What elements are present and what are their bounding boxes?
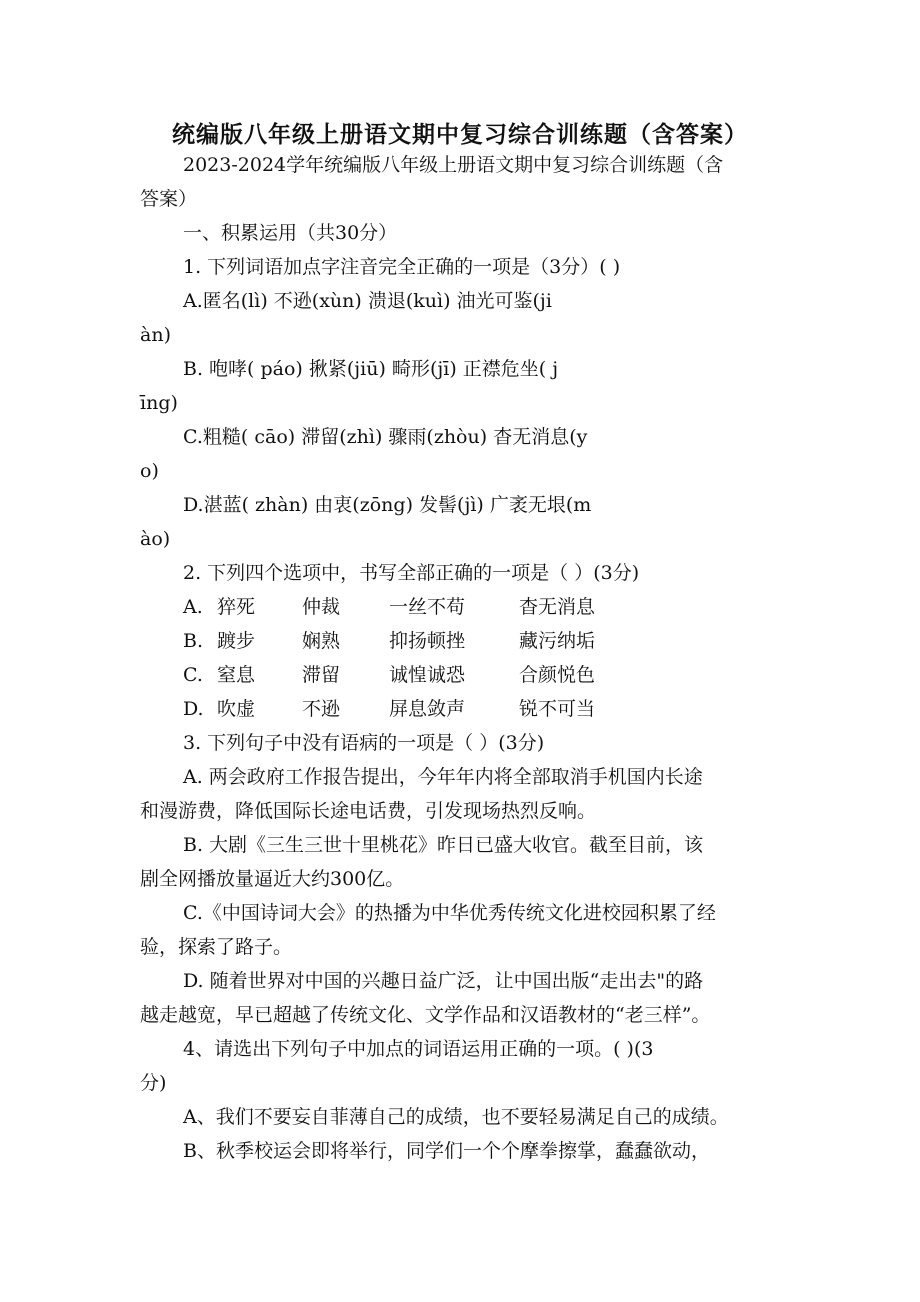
question-2: 2. 下列四个选项中，书写全部正确的一项是（ ）(3分) bbox=[183, 562, 640, 584]
option-word: 藏污纳垢 bbox=[519, 630, 596, 652]
question-4-cont: 分) bbox=[140, 1072, 167, 1094]
q3-option-c-cont: 验，探索了路子。 bbox=[140, 936, 293, 958]
q3-option-b-cont: 剧全网播放量逼近大约300亿。 bbox=[140, 868, 405, 890]
option-word: 踱步 bbox=[217, 630, 256, 652]
q1-option-c: C.粗糙( cāo) 滞留(zhì) 骤雨(zhòu) 杳无消息(y bbox=[183, 426, 588, 448]
q3-option-b: B. 大剧《三生三世十里桃花》昨日已盛大收官。截至目前，该 bbox=[183, 834, 704, 856]
q2-option-b bbox=[183, 629, 643, 653]
option-word: 抑扬顿挫 bbox=[389, 630, 466, 652]
q3-option-a: A. 两会政府工作报告提出，今年年内将全部取消手机国内长途 bbox=[183, 766, 703, 788]
option-word: 一丝不苟 bbox=[389, 596, 466, 618]
question-4: 4、请选出下列句子中加点的词语运用正确的一项。( )(3 bbox=[183, 1038, 654, 1060]
option-word: 仲裁 bbox=[302, 596, 341, 618]
option-letter: D. bbox=[183, 698, 204, 720]
q3-option-d: D. 随着世界对中国的兴趣日益广泛，让中国出版“走出去"的路 bbox=[183, 970, 704, 992]
option-word: 窒息 bbox=[217, 664, 256, 686]
option-word: 吹虚 bbox=[217, 698, 256, 720]
option-word: 猝死 bbox=[217, 596, 256, 618]
q1-option-a-cont: àn) bbox=[140, 324, 171, 346]
q1-option-b: B. 咆哮( páo) 揪紧(jiū) 畸形(jī) 正襟危坐( j bbox=[183, 358, 559, 380]
option-letter: B. bbox=[183, 630, 204, 652]
option-letter: A. bbox=[183, 596, 203, 618]
option-word: 屏息敛声 bbox=[389, 698, 466, 720]
q2-option-c bbox=[183, 663, 643, 687]
q2-option-a bbox=[183, 595, 643, 619]
q1-option-d: D.湛蓝( zhàn) 由衷(zōng) 发髻(jì) 广袤无垠(m bbox=[183, 494, 592, 516]
q3-option-a-cont: 和漫游费，降低国际长途电话费，引发现场热烈反响。 bbox=[140, 800, 597, 822]
text-line: 2023-2024学年统编版八年级上册语文期中复习综合训练题（含 bbox=[183, 154, 724, 176]
document-title: 统编版八年级上册语文期中复习综合训练题（含答案） bbox=[172, 122, 748, 148]
q1-option-a: A.匿名(lì) 不逊(xùn) 溃退(kuì) 油光可鉴(ji bbox=[183, 290, 552, 312]
q1-option-d-cont: ào) bbox=[140, 528, 171, 550]
option-word: 杳无消息 bbox=[519, 596, 596, 618]
option-word: 滞留 bbox=[302, 664, 341, 686]
q3-option-d-cont: 越走越宽，早已超越了传统文化、文学作品和汉语教材的“老三样”。 bbox=[140, 1004, 711, 1026]
q1-option-c-cont: o) bbox=[140, 460, 159, 482]
q4-option-a: A、我们不要妄自菲薄自己的成绩，也不要轻易满足自己的成绩。 bbox=[183, 1106, 729, 1128]
option-word: 合颜悦色 bbox=[519, 664, 596, 686]
q3-option-c: C.《中国诗词大会》的热播为中华优秀传统文化进校园积累了经 bbox=[183, 902, 716, 924]
q4-option-b: B、秋季校运会即将举行，同学们一个个摩拳擦掌，蠢蠢欲动， bbox=[183, 1140, 710, 1162]
question-3: 3. 下列句子中没有语病的一项是（ ）(3分) bbox=[183, 732, 545, 754]
option-letter: C. bbox=[183, 664, 203, 686]
option-word: 锐不可当 bbox=[519, 698, 596, 720]
option-word: 不逊 bbox=[302, 698, 341, 720]
question-1: 1. 下列词语加点字注音完全正确的一项是（3分）( ) bbox=[183, 256, 621, 278]
q2-option-d bbox=[183, 697, 643, 721]
text-line: 答案） bbox=[140, 188, 198, 210]
option-word: 娴熟 bbox=[302, 630, 341, 652]
option-word: 诚惶诚恐 bbox=[389, 664, 466, 686]
q1-option-b-cont: īng) bbox=[140, 392, 178, 414]
section-heading: 一、积累运用（共30分） bbox=[183, 222, 398, 244]
